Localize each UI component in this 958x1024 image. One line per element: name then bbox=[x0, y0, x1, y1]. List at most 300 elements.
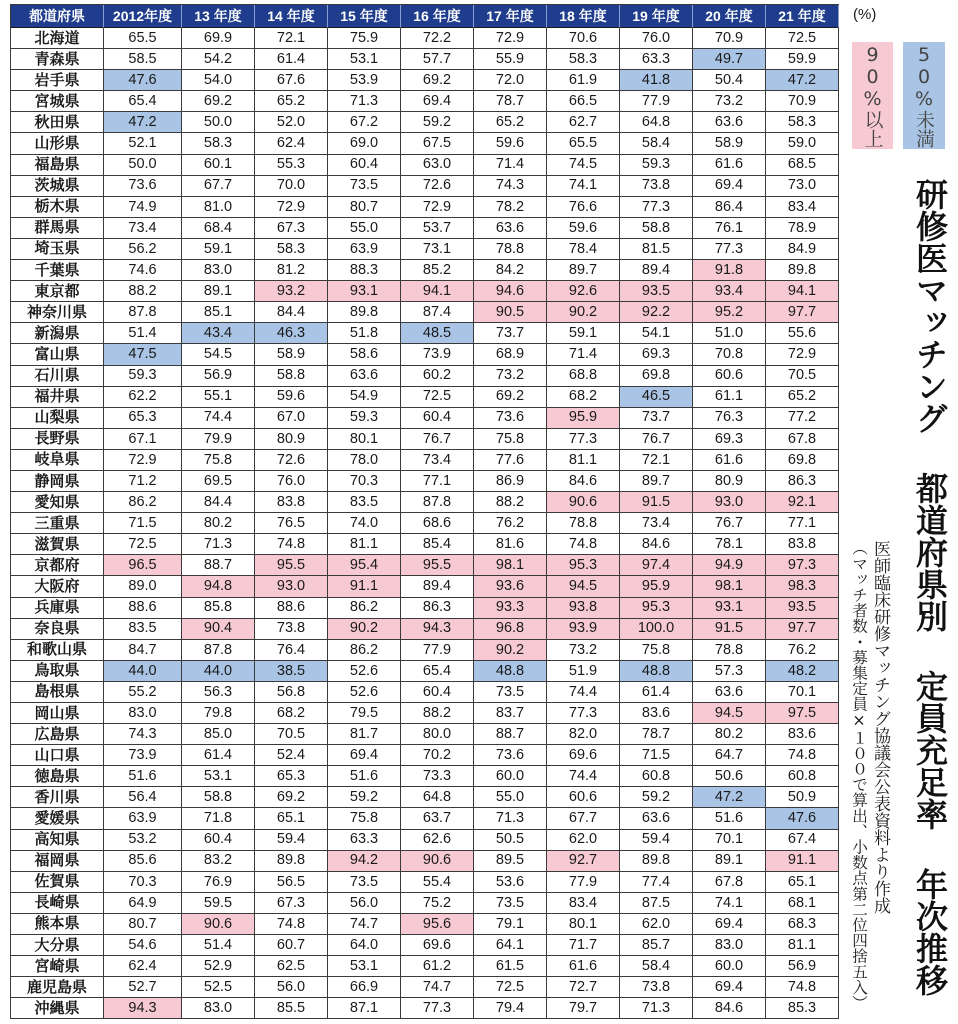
rate-cell: 73.2 bbox=[547, 640, 620, 661]
rate-cell: 53.1 bbox=[328, 956, 401, 977]
rate-cell: 69.6 bbox=[401, 935, 474, 956]
rate-cell: 59.3 bbox=[104, 366, 182, 387]
prefecture-label: 群馬県 bbox=[11, 218, 104, 239]
prefecture-label: 宮崎県 bbox=[11, 956, 104, 977]
rate-cell: 63.9 bbox=[104, 808, 182, 829]
rate-cell: 65.3 bbox=[255, 766, 328, 787]
prefecture-label: 岡山県 bbox=[11, 703, 104, 724]
rate-cell-high: 95.4 bbox=[328, 555, 401, 576]
rate-cell-high: 90.6 bbox=[182, 914, 255, 935]
rate-cell: 74.7 bbox=[328, 914, 401, 935]
rate-cell: 89.5 bbox=[474, 851, 547, 872]
prefecture-label: 大阪府 bbox=[11, 576, 104, 597]
rate-cell: 54.6 bbox=[104, 935, 182, 956]
rate-cell: 83.7 bbox=[474, 703, 547, 724]
rate-cell: 88.3 bbox=[328, 260, 401, 281]
rate-cell: 73.0 bbox=[766, 176, 839, 197]
rate-cell: 73.4 bbox=[104, 218, 182, 239]
rate-cell: 77.1 bbox=[766, 513, 839, 534]
rate-cell: 55.0 bbox=[328, 218, 401, 239]
rate-cell: 68.2 bbox=[255, 703, 328, 724]
rate-cell-low: 47.2 bbox=[104, 112, 182, 133]
rate-cell: 62.0 bbox=[547, 830, 620, 851]
rate-cell: 65.5 bbox=[104, 28, 182, 49]
rate-cell: 74.4 bbox=[547, 766, 620, 787]
rate-cell: 75.8 bbox=[474, 429, 547, 450]
rate-cell: 58.3 bbox=[547, 49, 620, 70]
rate-cell: 56.2 bbox=[104, 239, 182, 260]
rate-cell: 78.2 bbox=[474, 197, 547, 218]
rate-cell: 78.8 bbox=[547, 513, 620, 534]
rate-cell: 55.9 bbox=[474, 49, 547, 70]
rate-cell: 52.9 bbox=[182, 956, 255, 977]
rate-cell: 71.5 bbox=[620, 745, 693, 766]
rate-cell: 77.3 bbox=[547, 703, 620, 724]
rate-cell: 69.6 bbox=[547, 745, 620, 766]
rate-cell: 79.9 bbox=[182, 429, 255, 450]
rate-cell: 83.2 bbox=[182, 851, 255, 872]
rate-cell: 78.9 bbox=[766, 218, 839, 239]
prefecture-label: 福井県 bbox=[11, 387, 104, 408]
header-year: 16 年度 bbox=[401, 5, 474, 28]
rate-cell: 74.4 bbox=[547, 682, 620, 703]
rate-cell: 60.7 bbox=[255, 935, 328, 956]
rate-cell: 74.1 bbox=[693, 893, 766, 914]
rate-cell: 59.9 bbox=[766, 49, 839, 70]
rate-cell: 76.7 bbox=[401, 429, 474, 450]
rate-cell: 54.0 bbox=[182, 70, 255, 91]
rate-cell: 64.1 bbox=[474, 935, 547, 956]
rate-cell-high: 94.1 bbox=[401, 281, 474, 302]
rate-cell: 69.4 bbox=[328, 745, 401, 766]
rate-cell: 61.6 bbox=[547, 956, 620, 977]
rate-cell: 76.2 bbox=[474, 513, 547, 534]
rate-cell: 70.3 bbox=[328, 471, 401, 492]
rate-cell: 77.1 bbox=[401, 471, 474, 492]
rate-cell-high: 93.1 bbox=[328, 281, 401, 302]
rate-cell: 56.0 bbox=[255, 977, 328, 998]
prefecture-label: 福岡県 bbox=[11, 851, 104, 872]
rate-cell: 74.3 bbox=[474, 176, 547, 197]
rate-cell: 73.5 bbox=[328, 872, 401, 893]
rate-cell: 62.2 bbox=[104, 387, 182, 408]
rate-cell-high: 98.3 bbox=[766, 576, 839, 597]
legend-high-swatch bbox=[852, 42, 893, 149]
rate-cell: 50.5 bbox=[474, 830, 547, 851]
rate-cell-high: 91.1 bbox=[328, 576, 401, 597]
prefecture-label: 滋賀県 bbox=[11, 534, 104, 555]
rate-cell: 83.5 bbox=[104, 619, 182, 640]
rate-cell-high: 100.0 bbox=[620, 619, 693, 640]
rate-cell: 60.4 bbox=[401, 408, 474, 429]
rate-cell: 63.6 bbox=[328, 366, 401, 387]
prefecture-label: 東京都 bbox=[11, 281, 104, 302]
rate-cell-high: 95.2 bbox=[693, 302, 766, 323]
rate-cell: 50.0 bbox=[182, 112, 255, 133]
rate-cell-high: 94.5 bbox=[547, 576, 620, 597]
chart-title: 研修医マッチング 都道府県別 定員充足率 年次推移 bbox=[911, 178, 949, 996]
rate-cell: 67.0 bbox=[255, 408, 328, 429]
rate-cell: 58.8 bbox=[182, 787, 255, 808]
rate-cell: 72.1 bbox=[255, 28, 328, 49]
rate-cell-high: 91.1 bbox=[766, 851, 839, 872]
rate-cell: 75.2 bbox=[401, 893, 474, 914]
rate-cell: 56.5 bbox=[255, 872, 328, 893]
rate-cell-high: 97.3 bbox=[766, 555, 839, 576]
rate-cell: 51.9 bbox=[547, 661, 620, 682]
legend-low-swatch bbox=[903, 42, 945, 149]
rate-cell: 87.5 bbox=[620, 893, 693, 914]
rate-cell: 73.2 bbox=[693, 91, 766, 112]
rate-cell-low: 47.5 bbox=[104, 344, 182, 365]
rate-cell: 61.5 bbox=[474, 956, 547, 977]
rate-table bbox=[10, 4, 839, 1019]
rate-cell: 74.9 bbox=[104, 197, 182, 218]
rate-cell: 73.3 bbox=[401, 766, 474, 787]
header-year: 15 年度 bbox=[328, 5, 401, 28]
rate-cell: 73.5 bbox=[474, 893, 547, 914]
rate-cell: 86.2 bbox=[104, 492, 182, 513]
rate-cell: 67.3 bbox=[255, 218, 328, 239]
rate-cell-high: 95.9 bbox=[620, 576, 693, 597]
rate-cell: 88.7 bbox=[474, 724, 547, 745]
rate-cell: 73.1 bbox=[401, 239, 474, 260]
rate-cell: 73.6 bbox=[104, 176, 182, 197]
rate-cell: 65.5 bbox=[547, 133, 620, 154]
rate-cell: 61.4 bbox=[255, 49, 328, 70]
prefecture-label: 佐賀県 bbox=[11, 872, 104, 893]
rate-cell: 69.4 bbox=[693, 977, 766, 998]
prefecture-label: 山口県 bbox=[11, 745, 104, 766]
header-prefecture: 都道府県 bbox=[11, 5, 104, 28]
rate-cell: 75.9 bbox=[328, 28, 401, 49]
rate-cell: 68.5 bbox=[766, 155, 839, 176]
rate-cell: 52.6 bbox=[328, 661, 401, 682]
header-year: 19 年度 bbox=[620, 5, 693, 28]
rate-cell: 63.9 bbox=[328, 239, 401, 260]
rate-cell: 71.3 bbox=[474, 808, 547, 829]
rate-cell-low: 47.2 bbox=[693, 787, 766, 808]
rate-cell: 78.0 bbox=[328, 450, 401, 471]
rate-cell: 50.6 bbox=[693, 766, 766, 787]
rate-cell: 83.0 bbox=[182, 260, 255, 281]
rate-cell: 52.5 bbox=[182, 977, 255, 998]
rate-cell: 65.2 bbox=[255, 91, 328, 112]
rate-cell: 73.7 bbox=[474, 323, 547, 344]
rate-cell: 53.1 bbox=[182, 766, 255, 787]
rate-cell: 56.0 bbox=[328, 893, 401, 914]
rate-cell: 70.3 bbox=[104, 872, 182, 893]
rate-cell-high: 95.5 bbox=[255, 555, 328, 576]
rate-cell: 59.4 bbox=[620, 830, 693, 851]
rate-cell: 55.4 bbox=[401, 872, 474, 893]
rate-cell: 59.1 bbox=[182, 239, 255, 260]
rate-cell-high: 97.5 bbox=[766, 703, 839, 724]
rate-cell: 85.7 bbox=[620, 935, 693, 956]
prefecture-label: 奈良県 bbox=[11, 619, 104, 640]
rate-cell: 63.3 bbox=[620, 49, 693, 70]
rate-cell: 68.1 bbox=[766, 893, 839, 914]
rate-cell: 77.3 bbox=[693, 239, 766, 260]
rate-cell: 63.3 bbox=[328, 830, 401, 851]
rate-cell: 81.1 bbox=[328, 534, 401, 555]
rate-cell: 67.6 bbox=[255, 70, 328, 91]
calculation-note: （マッチ者数・募集定員×１００で算出、小数点第二位四捨五入） bbox=[850, 540, 868, 1011]
rate-cell-high: 92.6 bbox=[547, 281, 620, 302]
rate-cell: 64.0 bbox=[328, 935, 401, 956]
rate-cell-high: 93.9 bbox=[547, 619, 620, 640]
rate-cell: 70.0 bbox=[255, 176, 328, 197]
rate-cell: 88.2 bbox=[474, 492, 547, 513]
prefecture-label: 青森県 bbox=[11, 49, 104, 70]
rate-cell: 68.2 bbox=[547, 387, 620, 408]
rate-cell: 87.8 bbox=[104, 302, 182, 323]
rate-cell: 52.6 bbox=[328, 682, 401, 703]
rate-cell: 55.2 bbox=[104, 682, 182, 703]
rate-cell: 72.5 bbox=[474, 977, 547, 998]
rate-cell: 71.4 bbox=[547, 344, 620, 365]
rate-cell: 59.2 bbox=[401, 112, 474, 133]
rate-cell: 54.1 bbox=[620, 323, 693, 344]
rate-cell: 59.6 bbox=[547, 218, 620, 239]
rate-cell-high: 93.0 bbox=[693, 492, 766, 513]
rate-cell: 81.7 bbox=[328, 724, 401, 745]
rate-cell: 88.6 bbox=[104, 598, 182, 619]
rate-cell: 69.0 bbox=[328, 133, 401, 154]
rate-cell: 84.2 bbox=[474, 260, 547, 281]
rate-cell: 71.7 bbox=[547, 935, 620, 956]
rate-cell: 76.0 bbox=[255, 471, 328, 492]
prefecture-label: 香川県 bbox=[11, 787, 104, 808]
rate-cell: 77.4 bbox=[620, 872, 693, 893]
rate-cell: 80.2 bbox=[693, 724, 766, 745]
rate-cell-high: 94.3 bbox=[104, 998, 182, 1019]
rate-cell-high: 91.5 bbox=[693, 619, 766, 640]
rate-cell-high: 91.5 bbox=[620, 492, 693, 513]
prefecture-label: 沖縄県 bbox=[11, 998, 104, 1019]
rate-cell-high: 97.4 bbox=[620, 555, 693, 576]
rate-cell-low: 46.3 bbox=[255, 323, 328, 344]
rate-cell: 51.6 bbox=[104, 766, 182, 787]
rate-cell: 88.7 bbox=[182, 555, 255, 576]
rate-cell: 50.9 bbox=[766, 787, 839, 808]
rate-cell: 73.6 bbox=[474, 745, 547, 766]
header-year: 2012年度 bbox=[104, 5, 182, 28]
rate-cell: 72.6 bbox=[401, 176, 474, 197]
prefecture-label: 埼玉県 bbox=[11, 239, 104, 260]
rate-cell-high: 98.1 bbox=[474, 555, 547, 576]
rate-cell: 86.9 bbox=[474, 471, 547, 492]
unit-label: (%) bbox=[853, 6, 877, 23]
rate-cell: 73.7 bbox=[620, 408, 693, 429]
rate-cell-low: 47.6 bbox=[766, 808, 839, 829]
rate-cell: 69.3 bbox=[693, 429, 766, 450]
rate-cell-low: 43.4 bbox=[182, 323, 255, 344]
rate-cell: 75.8 bbox=[328, 808, 401, 829]
rate-cell: 58.8 bbox=[620, 218, 693, 239]
rate-cell: 60.8 bbox=[620, 766, 693, 787]
rate-cell: 57.3 bbox=[693, 661, 766, 682]
rate-cell: 88.2 bbox=[104, 281, 182, 302]
rate-cell: 77.6 bbox=[474, 450, 547, 471]
rate-cell: 71.4 bbox=[474, 155, 547, 176]
prefecture-label: 和歌山県 bbox=[11, 640, 104, 661]
rate-cell-high: 90.5 bbox=[474, 302, 547, 323]
rate-cell: 74.0 bbox=[328, 513, 401, 534]
rate-cell: 53.2 bbox=[104, 830, 182, 851]
rate-cell: 53.9 bbox=[328, 70, 401, 91]
rate-cell: 74.3 bbox=[104, 724, 182, 745]
rate-cell: 67.4 bbox=[766, 830, 839, 851]
rate-cell: 61.6 bbox=[693, 450, 766, 471]
rate-cell: 64.8 bbox=[401, 787, 474, 808]
rate-cell-high: 94.5 bbox=[693, 703, 766, 724]
legend-high-label: 90%以上 bbox=[861, 43, 884, 148]
rate-cell: 64.8 bbox=[620, 112, 693, 133]
rate-cell: 53.6 bbox=[474, 872, 547, 893]
rate-cell: 50.0 bbox=[104, 155, 182, 176]
rate-cell-high: 94.6 bbox=[474, 281, 547, 302]
rate-cell: 84.6 bbox=[620, 534, 693, 555]
prefecture-label: 宮城県 bbox=[11, 91, 104, 112]
rate-cell: 56.9 bbox=[182, 366, 255, 387]
rate-cell: 78.1 bbox=[693, 534, 766, 555]
prefecture-label: 愛知県 bbox=[11, 492, 104, 513]
rate-cell: 53.7 bbox=[401, 218, 474, 239]
rate-cell: 88.6 bbox=[255, 598, 328, 619]
rate-cell: 83.0 bbox=[693, 935, 766, 956]
rate-cell-low: 48.5 bbox=[401, 323, 474, 344]
rate-cell: 80.1 bbox=[328, 429, 401, 450]
rate-cell: 74.8 bbox=[255, 914, 328, 935]
rate-cell: 73.8 bbox=[620, 176, 693, 197]
rate-cell: 54.2 bbox=[182, 49, 255, 70]
rate-cell-low: 47.6 bbox=[104, 70, 182, 91]
rate-cell: 77.3 bbox=[547, 429, 620, 450]
rate-cell: 76.0 bbox=[620, 28, 693, 49]
rate-cell: 63.6 bbox=[693, 112, 766, 133]
rate-cell: 72.9 bbox=[104, 450, 182, 471]
rate-cell-high: 93.1 bbox=[693, 598, 766, 619]
rate-cell: 89.8 bbox=[620, 851, 693, 872]
rate-cell: 71.2 bbox=[104, 471, 182, 492]
rate-cell-high: 97.7 bbox=[766, 302, 839, 323]
rate-cell: 80.9 bbox=[255, 429, 328, 450]
rate-cell: 76.1 bbox=[693, 218, 766, 239]
rate-cell-high: 91.8 bbox=[693, 260, 766, 281]
rate-cell: 69.9 bbox=[182, 28, 255, 49]
rate-cell: 77.2 bbox=[766, 408, 839, 429]
prefecture-label: 山梨県 bbox=[11, 408, 104, 429]
rate-cell: 84.7 bbox=[104, 640, 182, 661]
prefecture-label: 長野県 bbox=[11, 429, 104, 450]
rate-cell: 89.4 bbox=[620, 260, 693, 281]
rate-cell: 89.7 bbox=[547, 260, 620, 281]
rate-cell: 72.0 bbox=[474, 70, 547, 91]
rate-cell: 83.8 bbox=[766, 534, 839, 555]
rate-cell: 61.9 bbox=[547, 70, 620, 91]
rate-cell: 51.8 bbox=[328, 323, 401, 344]
rate-cell-high: 95.9 bbox=[547, 408, 620, 429]
prefecture-label: 茨城県 bbox=[11, 176, 104, 197]
rate-cell: 69.8 bbox=[766, 450, 839, 471]
rate-cell-high: 90.2 bbox=[547, 302, 620, 323]
rate-cell: 81.2 bbox=[255, 260, 328, 281]
rate-cell: 76.7 bbox=[693, 513, 766, 534]
rate-cell: 72.9 bbox=[401, 197, 474, 218]
rate-cell: 72.1 bbox=[620, 450, 693, 471]
rate-cell: 79.5 bbox=[328, 703, 401, 724]
rate-cell: 76.2 bbox=[766, 640, 839, 661]
rate-cell: 71.8 bbox=[182, 808, 255, 829]
rate-cell-high: 98.1 bbox=[693, 576, 766, 597]
prefecture-label: 神奈川県 bbox=[11, 302, 104, 323]
rate-cell-high: 96.8 bbox=[474, 619, 547, 640]
rate-cell: 86.4 bbox=[693, 197, 766, 218]
rate-cell: 85.4 bbox=[401, 534, 474, 555]
rate-cell-low: 38.5 bbox=[255, 661, 328, 682]
rate-cell: 69.4 bbox=[693, 914, 766, 935]
rate-cell-low: 48.2 bbox=[766, 661, 839, 682]
rate-cell: 80.7 bbox=[328, 197, 401, 218]
rate-cell: 58.9 bbox=[255, 344, 328, 365]
rate-cell: 77.9 bbox=[547, 872, 620, 893]
rate-cell: 65.3 bbox=[104, 408, 182, 429]
prefecture-label: 岐阜県 bbox=[11, 450, 104, 471]
rate-cell: 59.3 bbox=[328, 408, 401, 429]
rate-cell: 72.5 bbox=[401, 387, 474, 408]
prefecture-label: 秋田県 bbox=[11, 112, 104, 133]
rate-cell: 69.8 bbox=[620, 366, 693, 387]
rate-cell: 86.2 bbox=[328, 598, 401, 619]
rate-cell: 61.4 bbox=[182, 745, 255, 766]
rate-cell: 58.6 bbox=[328, 344, 401, 365]
rate-cell: 89.4 bbox=[401, 576, 474, 597]
prefecture-label: 山形県 bbox=[11, 133, 104, 154]
rate-cell: 70.8 bbox=[693, 344, 766, 365]
rate-cell-high: 92.2 bbox=[620, 302, 693, 323]
rate-cell-high: 92.7 bbox=[547, 851, 620, 872]
rate-cell: 55.3 bbox=[255, 155, 328, 176]
rate-cell: 73.5 bbox=[328, 176, 401, 197]
rate-cell: 74.6 bbox=[104, 260, 182, 281]
rate-cell: 84.4 bbox=[255, 302, 328, 323]
rate-cell: 69.5 bbox=[182, 471, 255, 492]
rate-cell: 78.4 bbox=[547, 239, 620, 260]
rate-cell: 73.8 bbox=[255, 619, 328, 640]
rate-cell: 68.6 bbox=[401, 513, 474, 534]
rate-cell: 83.6 bbox=[766, 724, 839, 745]
rate-cell: 74.4 bbox=[182, 408, 255, 429]
rate-cell-high: 93.5 bbox=[766, 598, 839, 619]
header-year: 14 年度 bbox=[255, 5, 328, 28]
rate-cell: 62.0 bbox=[620, 914, 693, 935]
rate-cell: 62.6 bbox=[401, 830, 474, 851]
rate-cell: 67.2 bbox=[328, 112, 401, 133]
rate-cell: 65.1 bbox=[766, 872, 839, 893]
rate-cell-low: 47.2 bbox=[766, 70, 839, 91]
rate-cell: 63.7 bbox=[401, 808, 474, 829]
rate-cell: 74.7 bbox=[401, 977, 474, 998]
rate-cell: 85.6 bbox=[104, 851, 182, 872]
prefecture-label: 鹿児島県 bbox=[11, 977, 104, 998]
rate-cell: 72.9 bbox=[766, 344, 839, 365]
rate-cell: 81.1 bbox=[766, 935, 839, 956]
rate-cell-high: 90.2 bbox=[328, 619, 401, 640]
prefecture-label: 徳島県 bbox=[11, 766, 104, 787]
rate-cell: 51.6 bbox=[693, 808, 766, 829]
rate-cell: 63.6 bbox=[620, 808, 693, 829]
